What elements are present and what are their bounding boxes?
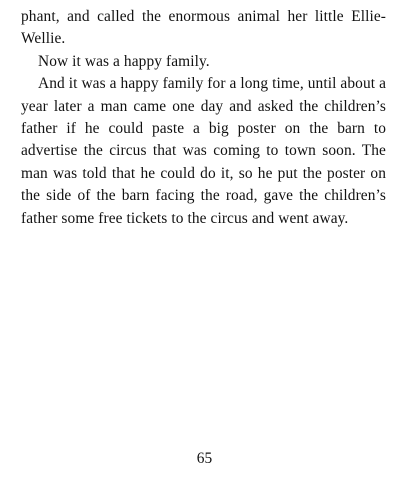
- body-text: [21, 6, 386, 230]
- page-number: 65: [196, 450, 213, 467]
- paragraph: Now it was a happy family.: [38, 52, 210, 70]
- paragraph: And it was a happy family for a long time, until about a year later a man came one day and asked the children’s father if he could paste a big poster on the barn to advertise the circus that was coming to town soon. The man was told that he could do it, so he put the poster on the side of the barn facing the road, gave the children’s father some free tickets to the circus and went away.: [21, 75, 386, 227]
- paragraph-continued: phant, and called the enormous animal her little Ellie-Wellie.: [21, 8, 386, 48]
